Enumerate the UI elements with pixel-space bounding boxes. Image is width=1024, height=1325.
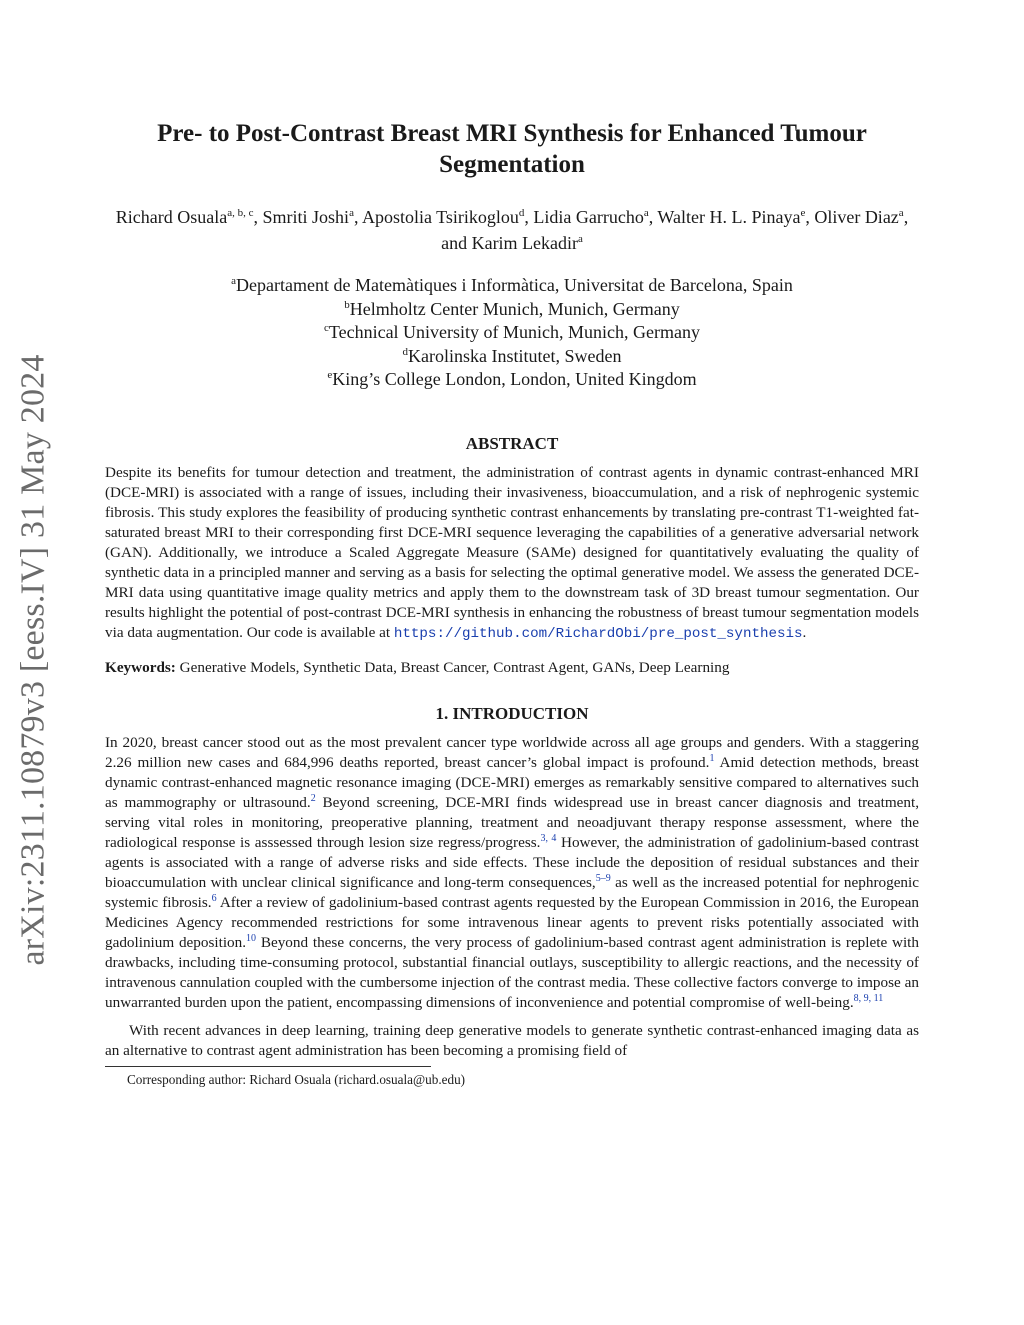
- intro-text-run: In 2020, breast cancer stood out as the most prevalent cancer type worldwide across all age groups and genders. With a staggering 2.26 million new cases and 684,996 deaths reported, breast cancer’s global impact is profound.: [105, 733, 919, 771]
- author-name: Karim Lekadir: [471, 233, 579, 253]
- citation-link[interactable]: 10: [246, 932, 257, 944]
- author-separator: ,: [353, 207, 362, 227]
- affiliation-item: [105, 368, 919, 392]
- intro-text-run: Beyond these concerns, the very process of gadolinium-based contrast agent administration is replete with drawbacks, including time-consuming protocol, substantial financial outlays, susceptibility to allergic reactions, and the necessity of intravenous cannulation coupled with the cumbersome injection of the contrast media. These collective factors converge to impose an unwarranted burden upon the patient, encompassing dimensions of inconvenience and potential compromise of well-being.: [105, 933, 919, 1011]
- intro-paragraph-1: [105, 733, 919, 1013]
- abstract-heading: ABSTRACT: [465, 433, 559, 453]
- intro-text-run: Beyond screening, DCE-MRI finds widespread use in breast cancer diagnosis and treatment, serving vital roles in monitoring, preoperative planning, treatment and neoadjuvant therapy response assessment, where the radiological response is asssessed through lesion size regress/progress.: [105, 793, 920, 851]
- intro-text-run: After a review of gadolinium-based contrast agents requested by the European Commission in 2016, the European Medicines Agency recommended restrictions for some intravenous linear agents to prevent risks potentially associated with gadolinium deposition.: [105, 893, 919, 951]
- intro-paragraph-2: With recent advances in deep learning, training deep generative models to generate synthetic contrast-enhanced imaging data as an alternative to contrast agent administration has been becoming a promising field of: [105, 1021, 919, 1059]
- author-affiliation-marker: e: [800, 207, 806, 219]
- author-name: Oliver Diaz: [814, 207, 899, 227]
- arxiv-identifier: arXiv:2311.10879v3 [eess.IV] 31 May 2024: [15, 354, 52, 966]
- author-separator: , and: [441, 207, 909, 253]
- citation-link[interactable]: 2: [310, 792, 316, 804]
- author-affiliation-marker: a: [898, 207, 904, 219]
- author-name: Apostolia Tsirikoglou: [361, 207, 519, 227]
- abstract-end: .: [802, 623, 807, 641]
- affiliation-marker: c: [323, 322, 329, 334]
- author-separator: ,: [253, 207, 263, 227]
- author-affiliation-marker: a: [578, 233, 583, 245]
- affiliation-marker: b: [344, 298, 350, 311]
- abstract-text: [105, 463, 919, 644]
- keywords-label: Keywords:: [105, 658, 176, 676]
- citation-link[interactable]: 1: [709, 752, 715, 764]
- citation-link[interactable]: 5–9: [595, 872, 611, 884]
- arxiv-sidebar: [6, 330, 62, 990]
- author-name: Smriti Joshi: [262, 207, 350, 227]
- author-affiliation-marker: a, b, c: [227, 207, 254, 219]
- affiliation-text: King’s College London, London, United Kingdom: [332, 369, 697, 389]
- author-separator: ,: [648, 207, 658, 227]
- footnote-rule: [105, 1066, 431, 1067]
- affiliation-item: [105, 345, 919, 369]
- author-affiliation-marker: d: [518, 207, 525, 219]
- affiliation-item: [105, 274, 919, 298]
- keywords-text: Generative Models, Synthetic Data, Breast Cancer, Contrast Agent, GANs, Deep Learning: [179, 658, 730, 676]
- paper-page: [105, 118, 919, 1088]
- abstract-body: Despite its benefits for tumour detection and treatment, the administration of contrast agents in dynamic contrast-enhanced MRI (DCE-MRI) is associated with a range of issues, including their invasiveness, bioaccumulation, and a risk of nephrogenic systemic fibrosis. This study explores the feasibility of producing synthetic contrast enhancements by translating pre-contrast T1-weighted fat-saturated breast MRI to their corresponding first DCE-MRI sequence leveraging the capabilities of a generative adversarial network (GAN). Additionally, we introduce a Scaled Aggregate Measure (SAMe) designed for quantitatively evaluating the quality of synthetic data in a principled manner and serving as a basis for selecting the optimal generative model. We assess the generated DCE-MRI data using quantitative image quality metrics and apply them to the downstream task of 3D breast tumour segmentation. Our results highlight the potential of post-contrast DCE-MRI synthesis in enhancing the robustness of breast tumour segmentation models via data augmentation. Our code is available at: [105, 463, 919, 641]
- intro-text-run: as well as the increased potential for nephrogenic systemic fibrosis.: [105, 873, 919, 911]
- citation-link[interactable]: 3, 4: [540, 832, 557, 844]
- citation-link[interactable]: 6: [211, 892, 217, 904]
- author-name: Walter H. L. Pinaya: [657, 207, 801, 227]
- paper-title: Pre- to Post-Contrast Breast MRI Synthesis for Enhanced Tumour Segmentation: [157, 120, 867, 178]
- author-affiliation-marker: a: [349, 207, 354, 219]
- affiliation-list: [105, 274, 919, 392]
- author-separator: ,: [524, 207, 534, 227]
- intro-text-run: Amid detection methods, breast dynamic contrast-enhanced magnetic resonance imaging (DCE-MRI) emerges as remarkably sensitive compared to alternatives such as mammography or ultrasound.: [105, 753, 919, 811]
- affiliation-text: Technical University of Munich, Munich, Germany: [328, 322, 701, 342]
- introduction-heading: 1. INTRODUCTION: [435, 703, 589, 723]
- author-separator: ,: [805, 207, 815, 227]
- affiliation-marker: d: [402, 345, 409, 358]
- keywords-line: [105, 658, 919, 678]
- affiliation-marker: e: [327, 369, 333, 381]
- affiliation-marker: a: [231, 275, 237, 287]
- intro-text-run: However, the administration of gadolinium-based contrast agents is associated with a range of adverse risks and side effects. These include the deposition of residual substances and their bioaccumulation with unclear clinical significance and long-term consequences,: [105, 833, 920, 891]
- affiliation-item: [105, 298, 919, 322]
- citation-link[interactable]: 8, 9, 11: [853, 992, 884, 1004]
- corresponding-author-footnote: Corresponding author: Richard Osuala (richard.osuala@ub.edu): [127, 1071, 466, 1087]
- code-repo-link[interactable]: https://github.com/RichardObi/pre_post_synthesis: [393, 625, 803, 642]
- affiliation-text: Karolinska Institutet, Sweden: [408, 345, 622, 366]
- affiliation-text: Departament de Matemàtiques i Informàtica, Universitat de Barcelona, Spain: [236, 275, 793, 295]
- author-affiliation-marker: a: [643, 207, 649, 219]
- affiliation-item: [105, 321, 919, 345]
- author-list: [105, 204, 919, 256]
- author-name: Richard Osuala: [115, 207, 228, 227]
- affiliation-text: Helmholtz Center Munich, Munich, Germany: [349, 298, 680, 319]
- author-name: Lidia Garrucho: [533, 207, 644, 227]
